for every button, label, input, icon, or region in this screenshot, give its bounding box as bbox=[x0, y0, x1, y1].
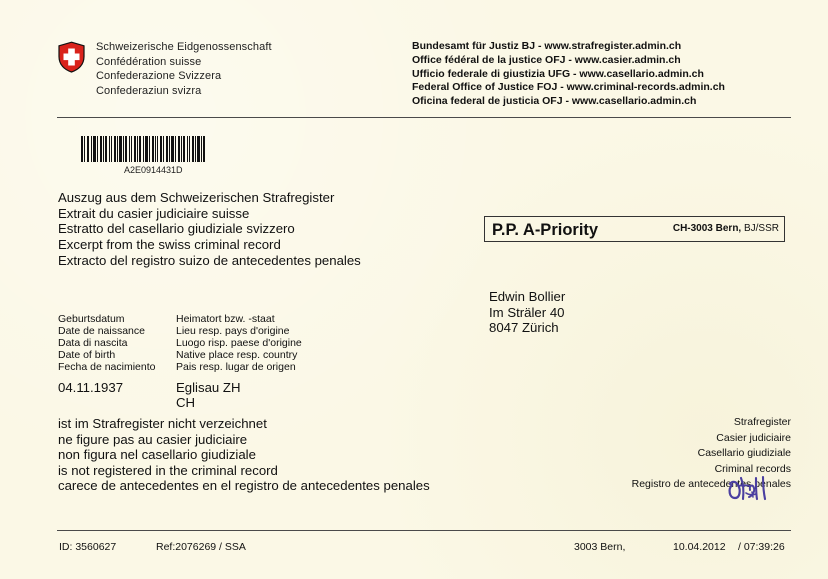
agency-line-it: Ufficio federale di giustizia UFG - www.casellario.admin.ch bbox=[412, 67, 704, 80]
postage-sender-info bbox=[673, 223, 779, 235]
issuer-label-de: Strafregister bbox=[733, 416, 791, 428]
title-line-it: Estratto del casellario giudiziale svizzero bbox=[58, 221, 295, 237]
origin-labels bbox=[176, 313, 302, 373]
confederation-line-it: Confederazione Svizzera bbox=[96, 70, 222, 82]
birth-date-labels bbox=[58, 313, 155, 373]
footer-id-label: ID: bbox=[59, 541, 73, 553]
postage-sender-code: BJ/SSR bbox=[741, 223, 779, 234]
footer-place: 3003 Bern, bbox=[574, 541, 626, 553]
birth-label-it: Data di nascita bbox=[58, 337, 128, 349]
agency-line-es: Oficina federal de justicia OFJ - www.casellario.admin.ch bbox=[412, 95, 697, 108]
confederation-lines bbox=[96, 40, 272, 98]
postage-box bbox=[484, 216, 785, 242]
title-line-fr: Extrait du casier judiciaire suisse bbox=[58, 205, 250, 221]
footer-id bbox=[59, 541, 116, 553]
recipient-street: Im Sträler 40 bbox=[489, 304, 565, 320]
birth-label-fr: Date de naissance bbox=[58, 325, 145, 337]
birth-date-value: 04.11.1937 bbox=[58, 380, 124, 395]
record-statement bbox=[58, 416, 430, 494]
origin-place: Eglisau ZH bbox=[176, 380, 241, 395]
title-line-es: Extracto del registro suizo de antecedentes penales bbox=[58, 252, 361, 268]
agency-line-en: Federal Office of Justice FOJ - www.criminal-records.admin.ch bbox=[412, 81, 725, 94]
footer-date: 10.04.2012 bbox=[673, 541, 726, 553]
issuer-label-fr: Casier judiciaire bbox=[716, 431, 791, 444]
top-divider bbox=[57, 117, 791, 118]
statement-line-es: carece de antecedentes en el registro de antecedentes penales bbox=[58, 478, 430, 494]
barcode-code: A2E0914431D bbox=[124, 165, 183, 175]
origin-label-de: Heimatort bzw. -staat bbox=[176, 313, 275, 325]
agency-lines bbox=[412, 40, 725, 109]
issuer-label-es: Registro de antecedentes penales bbox=[631, 478, 791, 490]
footer-time: / 07:39:26 bbox=[738, 541, 785, 553]
origin-label-es: Pais resp. lugar de origen bbox=[176, 361, 296, 373]
swiss-crest-icon bbox=[57, 41, 86, 73]
origin-country: CH bbox=[176, 395, 196, 410]
statement-line-it: non figura nel casellario giudiziale bbox=[58, 447, 256, 463]
statement-line-fr: ne figure pas au casier judiciaire bbox=[58, 431, 248, 447]
title-line-de: Auszug aus dem Schweizerischen Strafregister bbox=[58, 190, 335, 205]
origin-label-it: Luogo risp. paese d'origine bbox=[176, 337, 302, 349]
birth-label-es: Fecha de nacimiento bbox=[58, 361, 156, 373]
birth-label-en: Date of birth bbox=[58, 349, 116, 361]
confederation-line-fr: Confédération suisse bbox=[96, 55, 202, 68]
confederation-line-de: Schweizerische Eidgenossenschaft bbox=[96, 41, 272, 53]
issuer-label-en: Criminal records bbox=[714, 462, 791, 475]
document-title bbox=[58, 190, 361, 269]
confederation-line-rm: Confederaziun svizra bbox=[96, 84, 202, 97]
agency-line-fr: Office fédéral de la justice OFJ - www.casier.admin.ch bbox=[412, 53, 681, 66]
birth-label-de: Geburtsdatum bbox=[58, 313, 125, 325]
postage-sender-city: CH-3003 Bern, bbox=[672, 223, 742, 234]
agency-line-de: Bundesamt für Justiz BJ - www.strafregister.admin.ch bbox=[412, 40, 682, 52]
footer-id-value: 3560627 bbox=[75, 541, 117, 553]
statement-line-en: is not registered in the criminal record bbox=[58, 462, 278, 478]
footer-reference: Ref:2076269 / SSA bbox=[156, 541, 246, 553]
recipient-address bbox=[489, 289, 565, 336]
signature-mark bbox=[725, 470, 773, 506]
origin-label-fr: Lieu resp. pays d'origine bbox=[176, 325, 290, 337]
origin-values bbox=[176, 380, 241, 410]
postage-priority-label: P.P. A-Priority bbox=[492, 221, 599, 239]
issuer-label-it: Casellario giudiziale bbox=[697, 447, 791, 459]
bottom-divider bbox=[57, 530, 791, 531]
origin-label-en: Native place resp. country bbox=[176, 349, 298, 361]
statement-line-de: ist im Strafregister nicht verzeichnet bbox=[58, 416, 267, 431]
recipient-name: Edwin Bollier bbox=[489, 289, 566, 304]
barcode bbox=[81, 136, 205, 162]
title-line-en: Excerpt from the swiss criminal record bbox=[58, 237, 281, 253]
recipient-city: 8047 Zürich bbox=[489, 320, 559, 335]
